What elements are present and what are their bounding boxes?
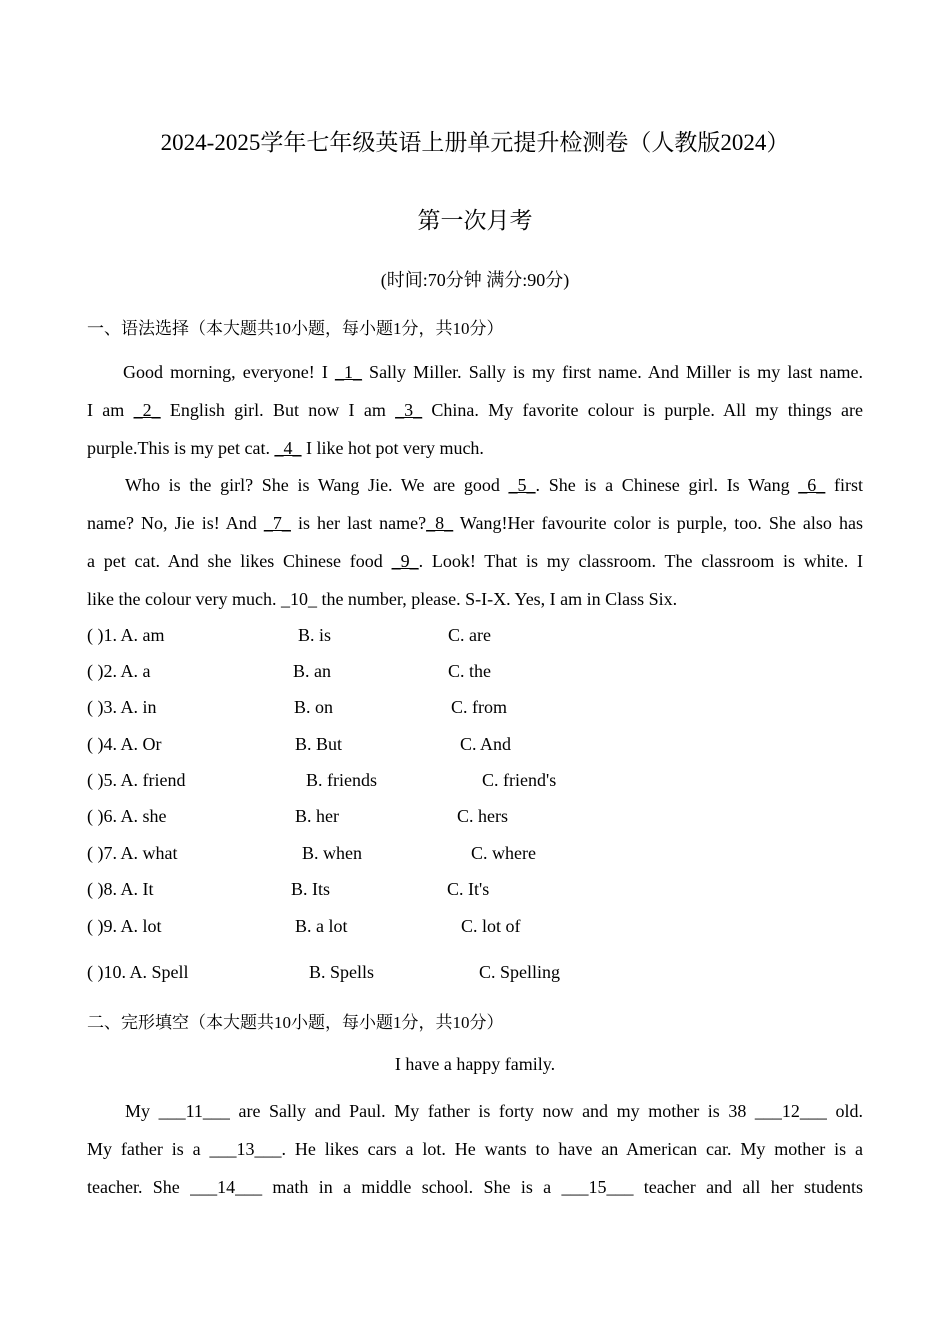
- question-4-option-b: B. But: [295, 734, 343, 754]
- section1-heading: 一、语法选择（本大题共10小题，每小题1分，共10分）: [87, 319, 504, 338]
- page-title: 2024-2025学年七年级英语上册单元提升检测卷（人教版2024）: [160, 130, 790, 155]
- blank-9: _9_: [391, 551, 419, 571]
- question-3-option-a: ( )3. A. in: [87, 697, 157, 717]
- passage-title: I have a happy family.: [394, 1054, 556, 1074]
- question-5-option-b: B. friends: [306, 770, 377, 790]
- blank-1: _1_: [334, 362, 362, 382]
- question-2-option-b: B. an: [293, 661, 331, 681]
- passage2-line4: like the colour very much. _10_ the number, please. S-I-X. Yes, I am in Class Six.: [87, 589, 678, 609]
- question-9-option-a: ( )9. A. lot: [87, 916, 162, 936]
- question-2-option-a: ( )2. A. a: [87, 661, 151, 681]
- passage3-line1: My ___11___ are Sally and Paul. My father is forty now and my mother is 38 ___12___ old.: [125, 1101, 863, 1121]
- passage1-line3: purple.This is my pet cat. _4_ I like hot pot very much.: [87, 438, 484, 458]
- passage1-line1: Good morning, everyone! I _1_ Sally Miller. Sally is my first name. And Miller is my last name.: [123, 362, 863, 382]
- question-5-option-c: C. friend's: [482, 770, 557, 790]
- passage3-line3: teacher. She ___14___ math in a middle school. She is a ___15___ teacher and all her students: [87, 1177, 863, 1197]
- question-7-option-a: ( )7. A. what: [87, 843, 178, 863]
- passage3-line2: My father is a ___13___. He likes cars a lot. He wants to have an American car. My mother is a: [87, 1139, 863, 1159]
- question-8-option-b: B. Its: [291, 879, 331, 899]
- blank-2: _2_: [133, 400, 161, 420]
- blank-3: _3_: [395, 400, 423, 420]
- blank-8: _8_: [426, 513, 454, 533]
- question-5-option-a: ( )5. A. friend: [87, 770, 186, 790]
- question-6-option-c: C. hers: [457, 806, 508, 826]
- passage2-line2: name? No, Jie is! And _7_ is her last name?_8_ Wang!Her favourite color is purple, too. She also has: [87, 513, 863, 533]
- question-7-option-c: C. where: [471, 843, 536, 863]
- question-6-option-a: ( )6. A. she: [87, 806, 167, 826]
- blank-4: _4_: [274, 438, 302, 458]
- question-3-option-b: B. on: [294, 697, 334, 717]
- passage2-line1: Who is the girl? She is Wang Jie. We are good _5_. She is a Chinese girl. Is Wang _6_ first: [125, 475, 863, 495]
- blank-5: _5_: [508, 475, 536, 495]
- question-10-option-b: B. Spells: [309, 962, 375, 982]
- passage1-line2: I am _2_ English girl. But now I am _3_ China. My favorite colour is purple. All my things are: [87, 400, 863, 420]
- question-10-option-c: C. Spelling: [479, 962, 561, 982]
- question-7-option-b: B. when: [302, 843, 362, 863]
- passage2-line3: a pet cat. And she likes Chinese food _9_. Look! That is my classroom. The classroom is white. I: [87, 551, 863, 571]
- question-3-option-c: C. from: [451, 697, 507, 717]
- question-1-option-c: C. are: [448, 625, 491, 645]
- question-2-option-c: C. the: [448, 661, 491, 681]
- question-6-option-b: B. her: [295, 806, 339, 826]
- time-info: (时间:70分钟 满分:90分): [380, 270, 570, 290]
- question-9-option-c: C. lot of: [461, 916, 521, 936]
- section2-heading: 二、完形填空（本大题共10小题，每小题1分，共10分）: [87, 1013, 504, 1032]
- question-8-option-a: ( )8. A. It: [87, 879, 154, 899]
- blank-7: _7_: [263, 513, 291, 533]
- question-1-option-b: B. is: [298, 625, 332, 645]
- question-4-option-c: C. And: [460, 734, 512, 754]
- blank-6: _6_: [798, 475, 826, 495]
- question-1-option-a: ( )1. A. am: [87, 625, 165, 645]
- question-8-option-c: C. It's: [447, 879, 490, 899]
- question-4-option-a: ( )4. A. Or: [87, 734, 162, 754]
- page-subtitle: 第一次月考: [417, 208, 533, 233]
- question-10-option-a: ( )10. A. Spell: [87, 962, 189, 982]
- question-9-option-b: B. a lot: [295, 916, 348, 936]
